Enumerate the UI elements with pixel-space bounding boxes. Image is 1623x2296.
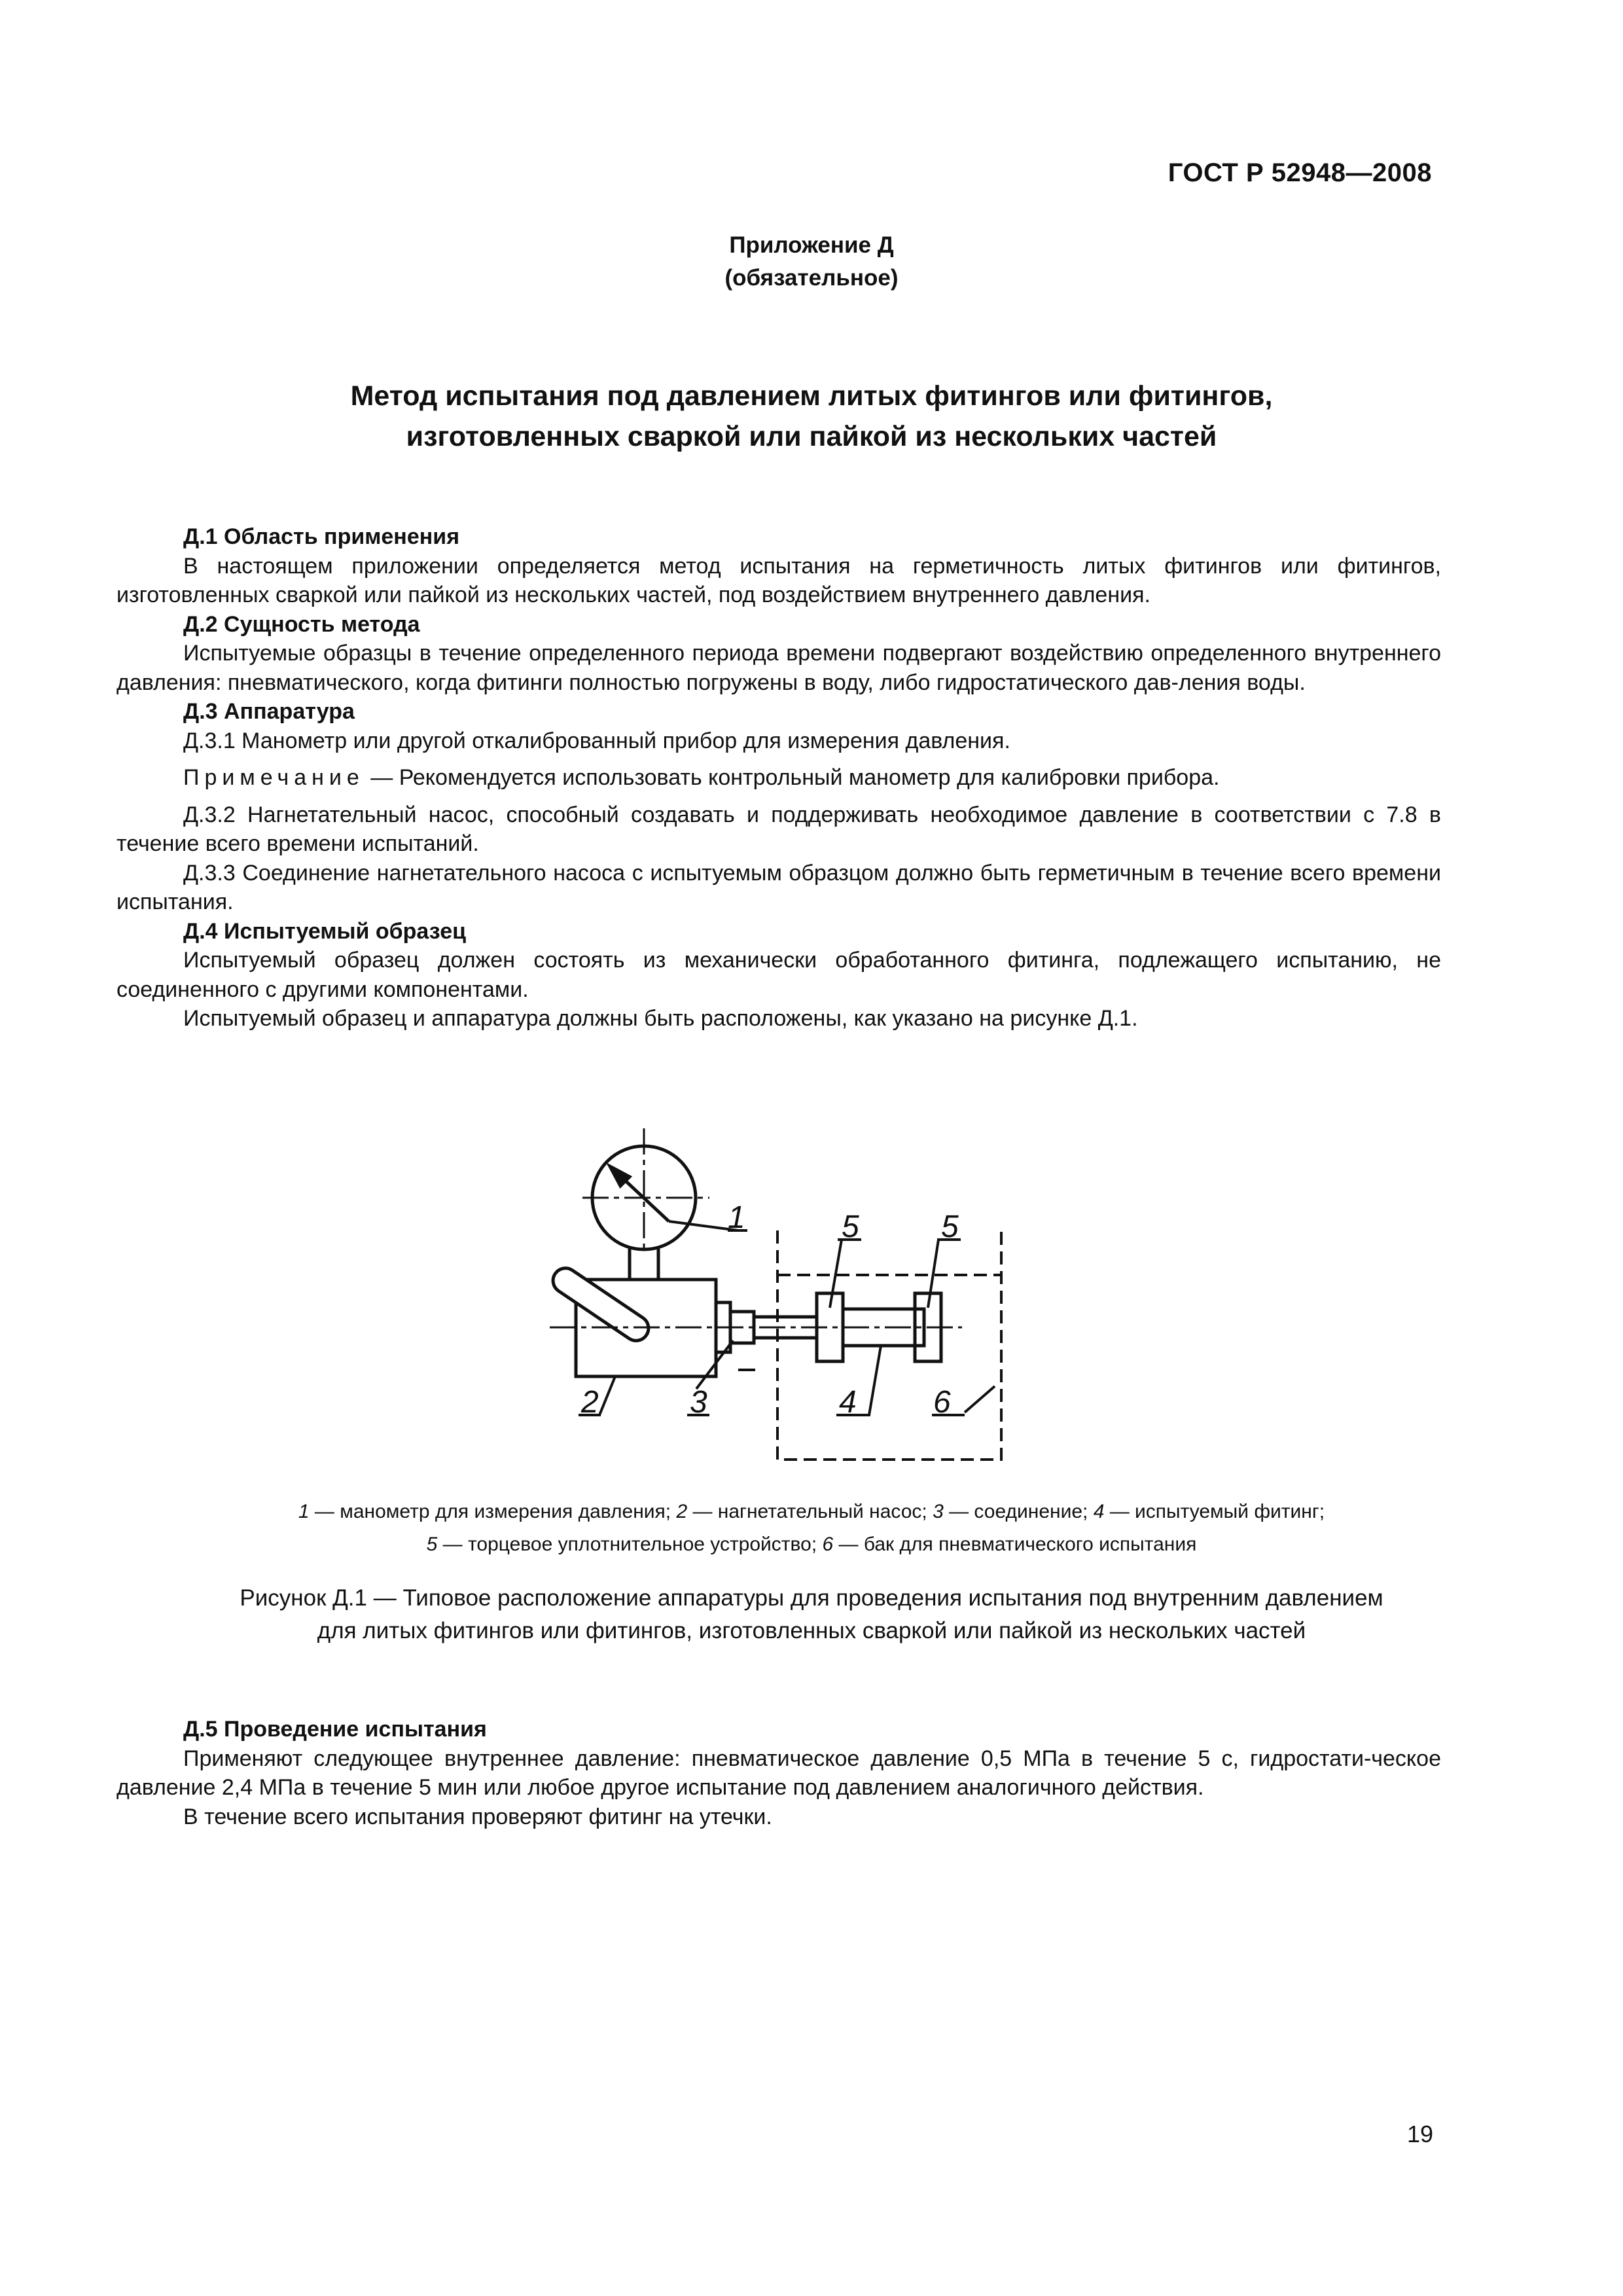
annex-title-line-1: Метод испытания под давлением литых фитингов или фитингов,: [350, 380, 1273, 412]
section-d5: [116, 1715, 1441, 1831]
figure-caption-line-1: Рисунок Д.1 — Типовое расположение аппаратуры для проведения испытания под внутренним давлением: [240, 1585, 1383, 1611]
section-d4-text-1: Испытуемый образец должен состоять из механически обработанного фитинга, подлежащего испытанию, не соединенного с другими компонентами.: [116, 948, 1441, 1002]
legend-number-2: 2: [676, 1501, 688, 1522]
callout-6: 6: [933, 1385, 951, 1420]
legend-text-1: — манометр для измерения давления;: [309, 1501, 677, 1522]
section-d4-heading: Д.4 Испытуемый образец: [183, 918, 467, 944]
callout-2: 2: [581, 1385, 599, 1420]
document-code: ГОСТ Р 52948—2008: [1168, 158, 1432, 187]
callout-5a: 5: [842, 1210, 859, 1244]
callout-5b: 5: [941, 1210, 959, 1244]
section-d5-text-1: Применяют следующее внутреннее давление: пневматическое давление 0,5 МПа в течение 5 с, гидростати-ческое давление 2,4 МПа в течение 5 мин или любое другое испытание под давлением аналогичного действия.: [116, 1746, 1441, 1800]
leader-2: [599, 1376, 615, 1415]
annex-label: Приложение Д: [729, 232, 894, 258]
legend-number-3: 3: [933, 1501, 944, 1522]
section-d4-text-2: Испытуемый образец и аппаратура должны быть расположены, как указано на рисунке Д.1.: [183, 1006, 1138, 1031]
legend-text-4: — испытуемый фитинг;: [1104, 1501, 1325, 1522]
legend-text-2: — нагнетательный насос;: [687, 1501, 933, 1522]
callout-4: 4: [839, 1385, 857, 1420]
note-label: Примечание: [183, 765, 365, 790]
figure-caption-line-2: для литых фитингов или фитингов, изготовленных сваркой или пайкой из нескольких частей: [317, 1618, 1306, 1643]
leader-6: [965, 1386, 995, 1412]
note-text: — Рекомендуется использовать контрольный манометр для калибровки прибора.: [364, 765, 1220, 790]
section-d2-heading: Д.2 Сущность метода: [183, 611, 420, 637]
leader-4: [869, 1346, 881, 1415]
legend-text-5: — торцевое уплотнительное устройство;: [437, 1534, 823, 1555]
legend-number-5: 5: [426, 1534, 438, 1555]
section-d5-text-2: В течение всего испытания проверяют фитинг на утечки.: [183, 1804, 772, 1829]
legend-text-6: — бак для пневматического испытания: [833, 1534, 1197, 1555]
legend-number-1: 1: [298, 1501, 310, 1522]
section-d5-heading: Д.5 Проведение испытания: [183, 1717, 487, 1742]
legend-line-2: [0, 1528, 1623, 1561]
legend-line-1: [0, 1496, 1623, 1528]
section-d1-text: В настоящем приложении определяется метод испытания на герметичность литых фитингов или фитингов, изготовленных сваркой или пайкой из нескольких частей, под воздействием внутреннего давления.: [116, 553, 1441, 607]
clause-d33: Д.3.3 Соединение нагнетательного насоса с испытуемым образцом должно быть герметичным в течение всего времени испытания.: [116, 860, 1441, 914]
legend-number-6: 6: [822, 1534, 834, 1555]
clause-d32: Д.3.2 Нагнетательный насос, способный создавать и поддерживать необходимое давление в соответствии с 7.8 в течение всего времени испытаний.: [116, 802, 1441, 856]
callout-1: 1: [728, 1200, 745, 1235]
annex-title-line-2: изготовленных сваркой или пайкой из нескольких частей: [406, 421, 1217, 452]
clause-d31: Д.3.1 Манометр или другой откалиброванный прибор для измерения давления.: [183, 728, 1010, 753]
pump-handle: [548, 1263, 654, 1345]
legend-number-4: 4: [1093, 1501, 1105, 1522]
figure-caption: [0, 1582, 1623, 1647]
figure-legend: [0, 1496, 1623, 1561]
legend-text-3: — соединение;: [943, 1501, 1094, 1522]
section-d3-heading: Д.3 Аппаратура: [183, 699, 355, 724]
annex-status: (обязательное): [724, 265, 899, 291]
section-d1-heading: Д.1 Область применения: [183, 524, 460, 549]
page-number: 19: [1406, 2121, 1433, 2147]
section-d2-text: Испытуемые образцы в течение определенного периода времени подвергают воздействию определенного внутреннего давления: пневматического, когда фитинги полностью погружены в воду, либо гидростатического дав-ления воды.: [116, 641, 1441, 695]
callout-3: 3: [690, 1385, 707, 1420]
